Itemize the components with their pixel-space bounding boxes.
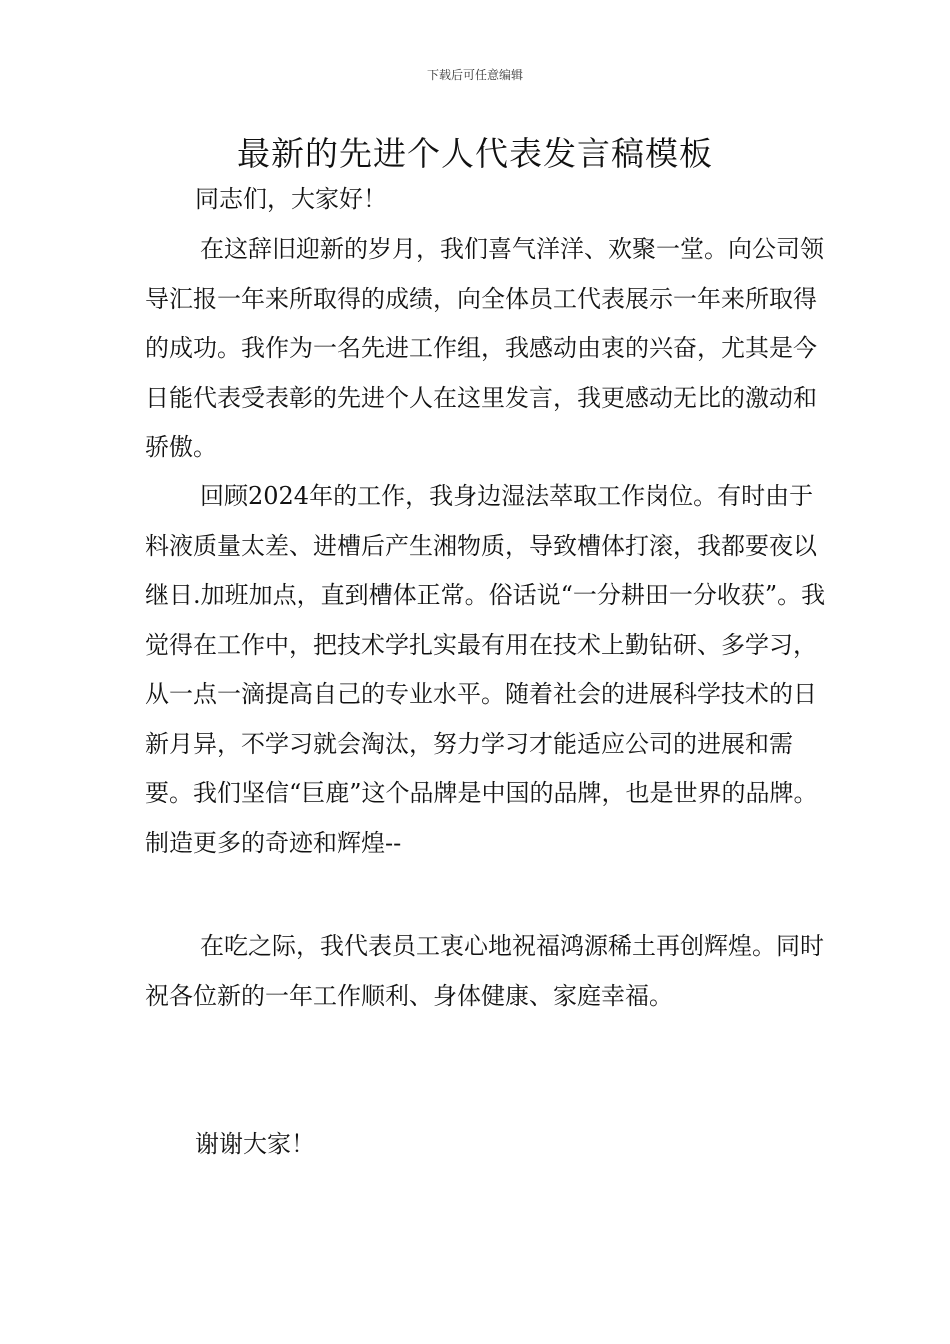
header-note: 下载后可任意编辑 <box>426 68 523 82</box>
document-title: 最新的先进个人代表发言稿模板 <box>237 134 713 173</box>
paragraph-intro: 在这辞旧迎新的岁月，我们喜气洋洋、欢聚一堂。向公司领导汇报一年来所取得的成绩，向全体员工代表展示一年来所取得的成功。我作为一名先进工作组，我感动由衷的兴奋，尤其是今日能代表受表彰的先进个人在这里发言，我更感动无比的激动和骄傲。 <box>145 235 824 461</box>
closing-thanks: 谢谢大家！ <box>195 1130 315 1158</box>
greeting: 同志们，大家好！ <box>195 185 387 213</box>
paragraph-review: 回顾2024年的工作，我身边湿法萃取工作岗位。有时由于料液质量太差、进槽后产生湘物质，导致槽体打滚，我都要夜以继日.加班加点，直到槽体正常。俗话说“一分耕田一分收获”。我觉得在工作中，把技术学扎实最有用在技术上勤钻研、多学习，从一点一滴提高自己的专业水平。随着社会的进展科学技术的日新月异，不学习就会淘汰，努力学习才能适应公司的进展和需要。我们坚信“巨鹿”这个品牌是中国的品牌，也是世界的品牌。制造更多的奇迹和辉煌-- <box>145 482 826 857</box>
paragraph-wishes: 在吃之际，我代表员工衷心地祝福鸿源稀土再创辉煌。同时祝各位新的一年工作顺利、身体健康、家庭幸福。 <box>145 932 824 1010</box>
